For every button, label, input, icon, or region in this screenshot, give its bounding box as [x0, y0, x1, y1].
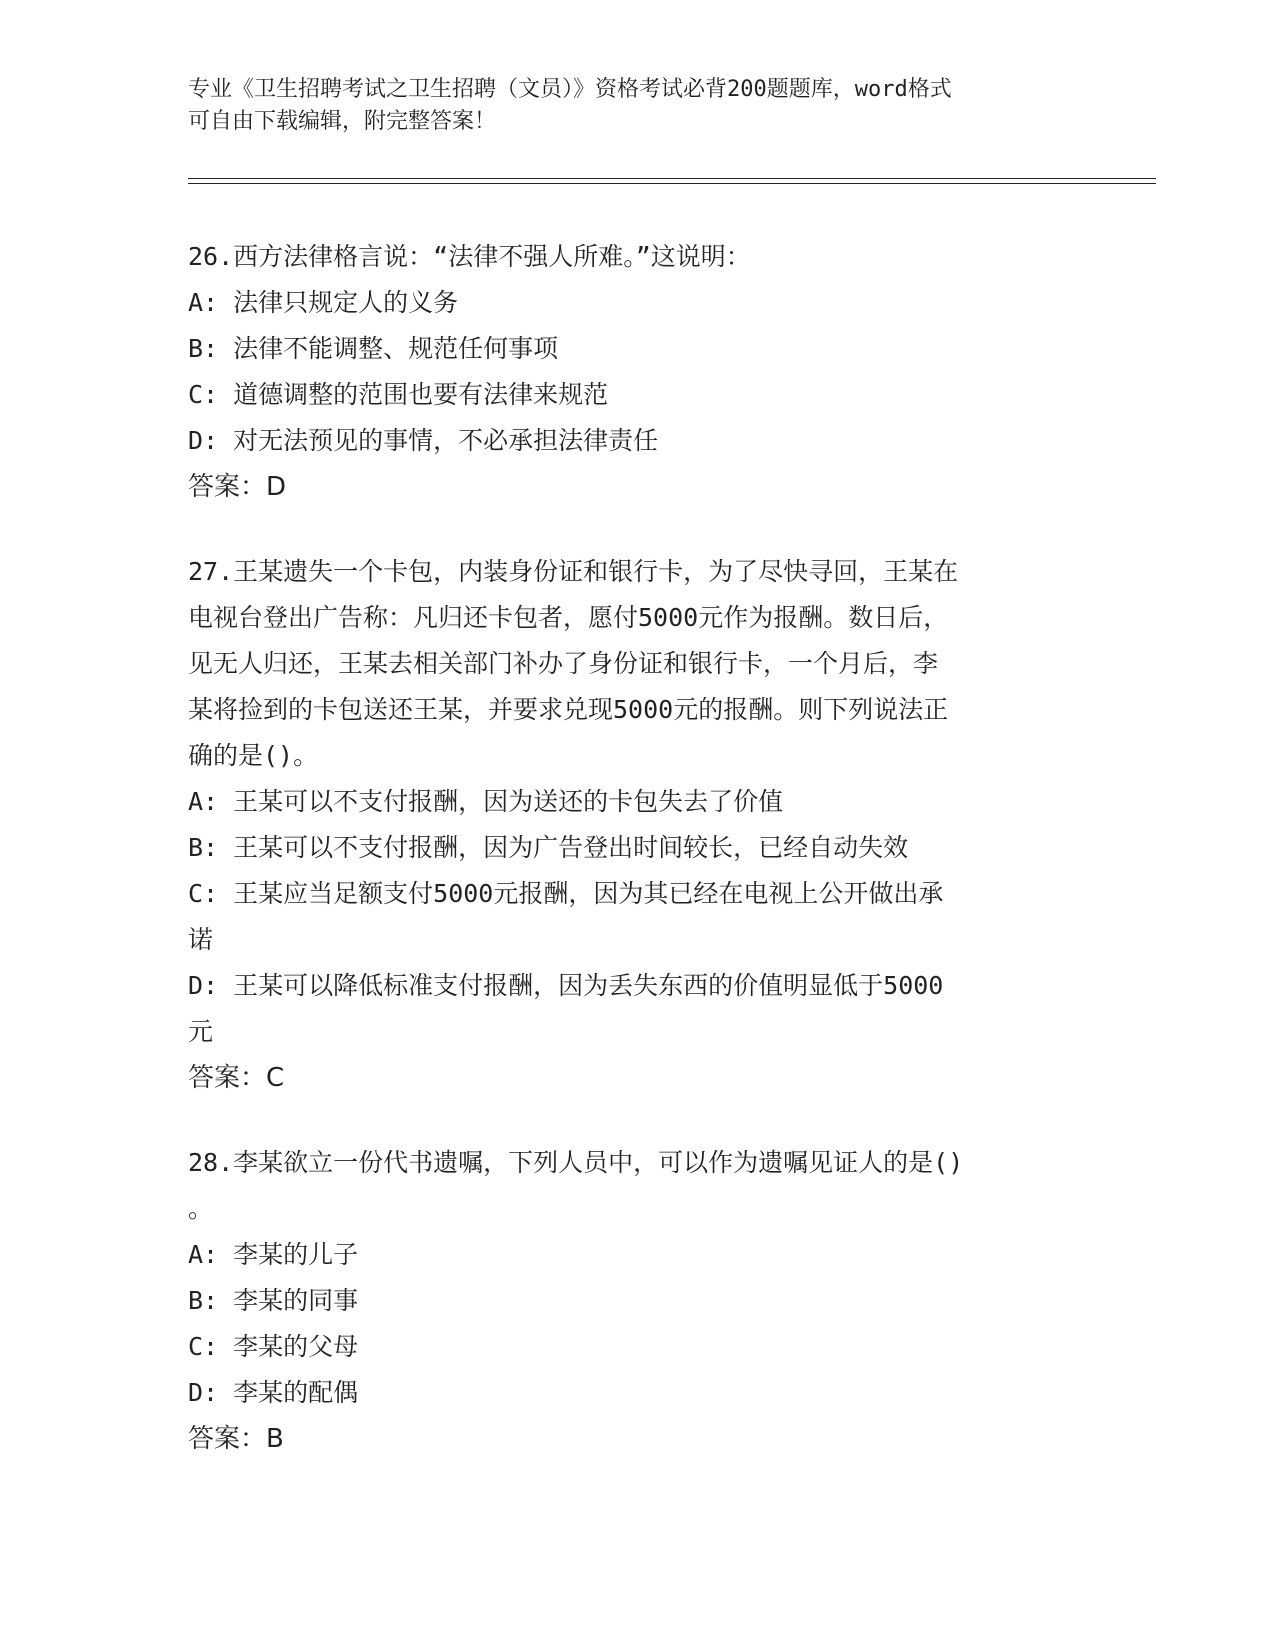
- option-c-continued: 诺: [188, 925, 214, 954]
- question-list: [188, 234, 1088, 1501]
- document-header: [188, 74, 1068, 138]
- question-stem: 28.李某欲立一份代书遗嘱，下列人员中，可以作为遗嘱见证人的是(): [188, 1148, 964, 1177]
- option-a: A: 李某的儿子: [188, 1240, 359, 1269]
- header-line: 可自由下载编辑，附完整答案！: [188, 109, 497, 134]
- option-d: D: 李某的配偶: [188, 1378, 359, 1407]
- header-divider: [188, 178, 1156, 179]
- answer: 答案：C: [188, 1063, 285, 1093]
- header-line: 专业《卫生招聘考试之卫生招聘（文员）》资格考试必背200题题库，word格式: [188, 77, 952, 102]
- option-c: C: 李某的父母: [188, 1332, 359, 1361]
- question-stem: 见无人归还，王某去相关部门补办了身份证和银行卡，一个月后，李: [188, 649, 939, 678]
- question-27: [188, 549, 1088, 1101]
- question-stem: 确的是()。: [188, 741, 319, 770]
- option-d: D: 王某可以降低标准支付报酬，因为丢失东西的价值明显低于5000: [188, 971, 944, 1000]
- answer: 答案：B: [188, 1424, 284, 1454]
- question-28: [188, 1140, 1088, 1462]
- question-26: [188, 234, 1088, 510]
- question-stem: 26.西方法律格言说：“法律不强人所难。”这说明：: [188, 242, 751, 271]
- option-b: B: 王某可以不支付报酬，因为广告登出时间较长，已经自动失效: [188, 833, 909, 862]
- option-a: A: 王某可以不支付报酬，因为送还的卡包失去了价值: [188, 787, 784, 816]
- question-stem: 电视台登出广告称：凡归还卡包者，愿付5000元作为报酬。数日后，: [188, 603, 949, 632]
- option-c: C: 道德调整的范围也要有法律来规范: [188, 380, 609, 409]
- question-stem: 。: [188, 1194, 214, 1223]
- option-c: C: 王某应当足额支付5000元报酬，因为其已经在电视上公开做出承: [188, 879, 944, 908]
- answer: 答案：D: [188, 472, 287, 502]
- option-d-continued: 元: [188, 1017, 214, 1046]
- option-d: D: 对无法预见的事情，不必承担法律责任: [188, 426, 659, 455]
- question-stem: 27.王某遗失一个卡包，内装身份证和银行卡，为了尽快寻回，王某在: [188, 557, 959, 586]
- header-divider: [188, 183, 1156, 184]
- question-stem: 某将捡到的卡包送还王某，并要求兑现5000元的报酬。则下列说法正: [188, 695, 949, 724]
- option-a: A: 法律只规定人的义务: [188, 288, 459, 317]
- option-b: B: 李某的同事: [188, 1286, 359, 1315]
- option-b: B: 法律不能调整、规范任何事项: [188, 334, 559, 363]
